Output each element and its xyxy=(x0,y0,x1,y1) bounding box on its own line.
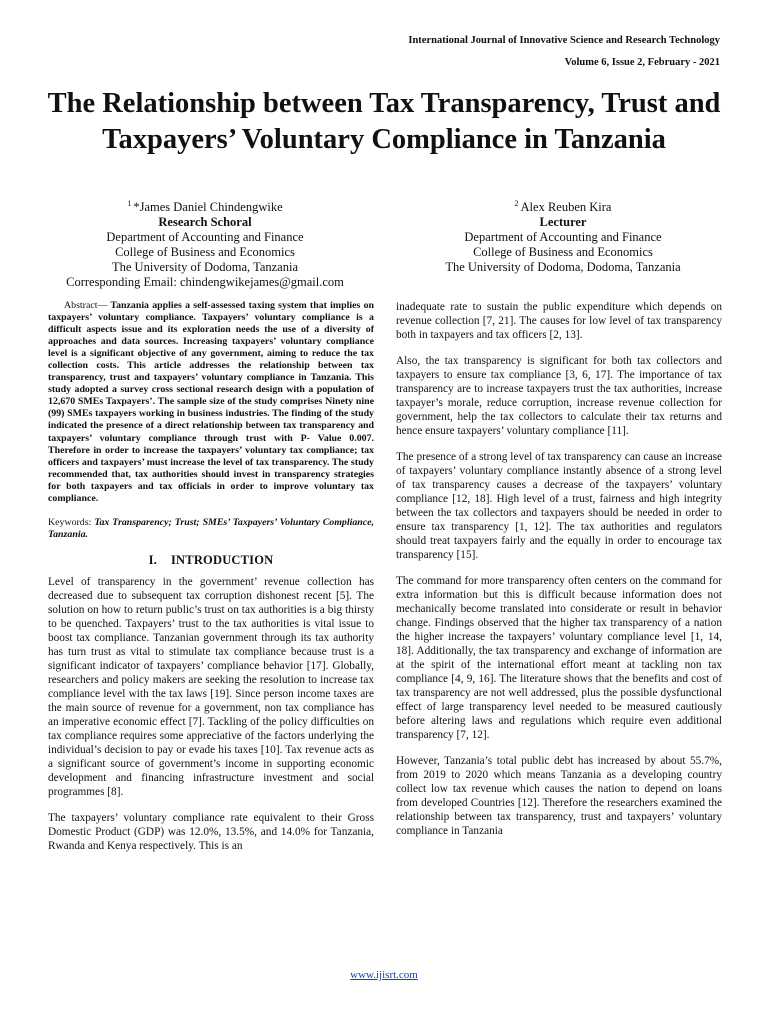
body-paragraph: Also, the tax transparency is significant for both tax collectors and taxpayers to ensure tax compliance [3, 6, 17]. The importance of tax transparency are to increase taxpayers trust the tax authorities, increase taxpayer’s morale, reduce corruption, increase revenue collection for government, help the tax collectors to calculate their tax returns and hence ensure taxpayers’ voluntary compliance [11]. xyxy=(396,355,722,437)
body-paragraph: The taxpayers’ voluntary compliance rate equivalent to their Gross Domestic Product (GDP) was 12.0%, 13.5%, and 14.0% for Tanzania, Rwanda and Kenya respectively. This is an xyxy=(48,811,374,852)
author-affiliation-marker: 1 xyxy=(127,199,132,208)
abstract xyxy=(48,300,374,505)
author-university: The University of Dodoma, Tanzania xyxy=(112,260,298,275)
author-university: The University of Dodoma, Dodoma, Tanzania xyxy=(445,260,681,275)
body-paragraph: Level of transparency in the government’ revenue collection has decreased due to subsequent tax corruption dishonest recent [5]. The solution on how to return public’s trust on tax authorities is a big thirsty to be quenched. Taxpayers’ trust to the tax authorities is vital issue to boost tax compliance. Tanzanian government through its tax authority has turn trust as vital to stimulate tax compliance because trust is a significant indicator of taxpayers’ compliance behavior [17]. Globally, researchers and policy makers are seeking the resolution to increase tax compliance level with the tax laws [19]. Since person income taxes are the main source of revenue for a government, non tax compliance has an imperative economic effect [7]. Tackling of the policy difficulties on tax compliance requires some appreciative of the factors underlying the individual’s decision to pay or evade his taxes [10]. Tax revenue acts as a significant source of government’s income in supporting economic development and financing infrastructure investment and social programmes [8]. xyxy=(48,575,374,798)
author-college: College of Business and Economics xyxy=(115,245,295,260)
author-college: College of Business and Economics xyxy=(473,245,653,260)
section-title: INTRODUCTION xyxy=(170,552,274,567)
author-block-1 xyxy=(40,196,370,290)
section-heading-introduction xyxy=(48,553,374,567)
left-column xyxy=(48,300,374,865)
body-paragraph: The command for more transparency often centers on the command for extra information but this is difficult because information does not mechanically become translated into considerate or result in behavior change. Findings observed that the higher tax transparency of a nation the higher increase the taxpayers’ voluntary compliance level [1, 14, 18]. Additionally, the tax transparency and exchange of information are at the spirit of the international effort meant at tackling non tax compliance [4, 9, 16]. The literature shows that the benefits and cost of tax transparency are not well addressed, plus the possible dysfunctional effect of large transparency level needed to be measured cautiously before altering laws and regulations which require even additional transparency [7, 12]. xyxy=(396,575,722,741)
author-name-text: *James Daniel Chindengwike xyxy=(133,200,283,215)
section-number: I. xyxy=(148,552,157,567)
author-department: Department of Accounting and Finance xyxy=(106,230,304,245)
footer-website-link[interactable]: www.ijisrt.com xyxy=(350,969,418,981)
author-role: Lecturer xyxy=(539,215,587,230)
abstract-label: Abstract— xyxy=(64,300,108,311)
abstract-text: Tanzania applies a self-assessed taxing system that implies on taxpayers’ voluntary compliance. Taxpayers’ voluntary compliance is a difficult aspects issue and its exploration needs the use of a diversity of approaches and data sources. Increasing taxpayers’ voluntary compliance level is a significant objective of any government, aiming to reduce the tax collection costs. This article addresses the relationship between tax transparency, trust and taxpayers’ voluntary compliance in Tanzania. This study adopted a survey cross sectional research design with a population of 12,670 SMEs Taxpayers’. The sample size of the study comprises Ninety nine (99) SMEs taxpayers working in business industries. The finding of the study indicated the presence of a direct relationship between tax transparency and taxpayers’ voluntary compliance through trust with P- Value 0.007. Therefore in order to increase the taxpayers’ voluntary tax compliance; tax officers and taxpayers’ must increase the level of tax transparency. The study recommended that, tax authorities should invest in transparency strategies for both taxpayers and tax officials in order to improve voluntary tax compliance. xyxy=(48,300,374,504)
paper-title: The Relationship between Tax Transparency, Trust and Taxpayers’ Voluntary Compliance in Tanzania xyxy=(47,88,721,155)
body-paragraph: The presence of a strong level of tax transparency can cause an increase of taxpayers’ voluntary compliance instantly absence of a strong level of tax transparency causes a decrease of the taxpayers’ voluntary compliance [12, 18]. High level of a trust, fairness and high integrity between the tax collectors and taxpayers should be needed in order to ensure tax transparency [1, 12]. The tax authorities and regulators should treat taxpayers fairly and the equally in order to encourage tax transparency [15]. xyxy=(396,451,722,561)
author-name xyxy=(40,196,370,215)
journal-name: International Journal of Innovative Science and Research Technology xyxy=(408,35,720,46)
author-name xyxy=(398,196,728,215)
issue-info: Volume 6, Issue 2, February - 2021 xyxy=(564,57,720,68)
body-paragraph: inadequate rate to sustain the public expenditure which depends on revenue collection [7, 21]. The causes for low level of tax transparency both in taxpayers and tax officers [2, 13]. xyxy=(396,301,722,341)
body-paragraph: However, Tanzania’s total public debt has increased by about 55.7%, from 2019 to 2020 which means Tanzania as a developing country collect low tax revenue which causes the nation to depend on loans from developed Countries [12]. Therefore the researchers examined the relationship between tax transparency, trust and taxpayers’ voluntary compliance in Tanzania xyxy=(396,755,722,837)
author-role: Research Schoral xyxy=(158,215,252,230)
author-affiliation-marker: 2 xyxy=(514,199,519,208)
author-department: Department of Accounting and Finance xyxy=(464,230,662,245)
right-column xyxy=(396,300,722,850)
keywords-label: Keywords: xyxy=(48,516,95,528)
author-name-text: Alex Reuben Kira xyxy=(520,200,612,215)
author-block-2 xyxy=(398,196,728,275)
keywords xyxy=(48,517,374,541)
keywords-value: Tax Transparency; Trust; SMEs’ Taxpayers’ Voluntary Compliance, Tanzania. xyxy=(48,516,375,540)
author-email: Corresponding Email: chindengwikejames@gmail.com xyxy=(66,275,344,290)
